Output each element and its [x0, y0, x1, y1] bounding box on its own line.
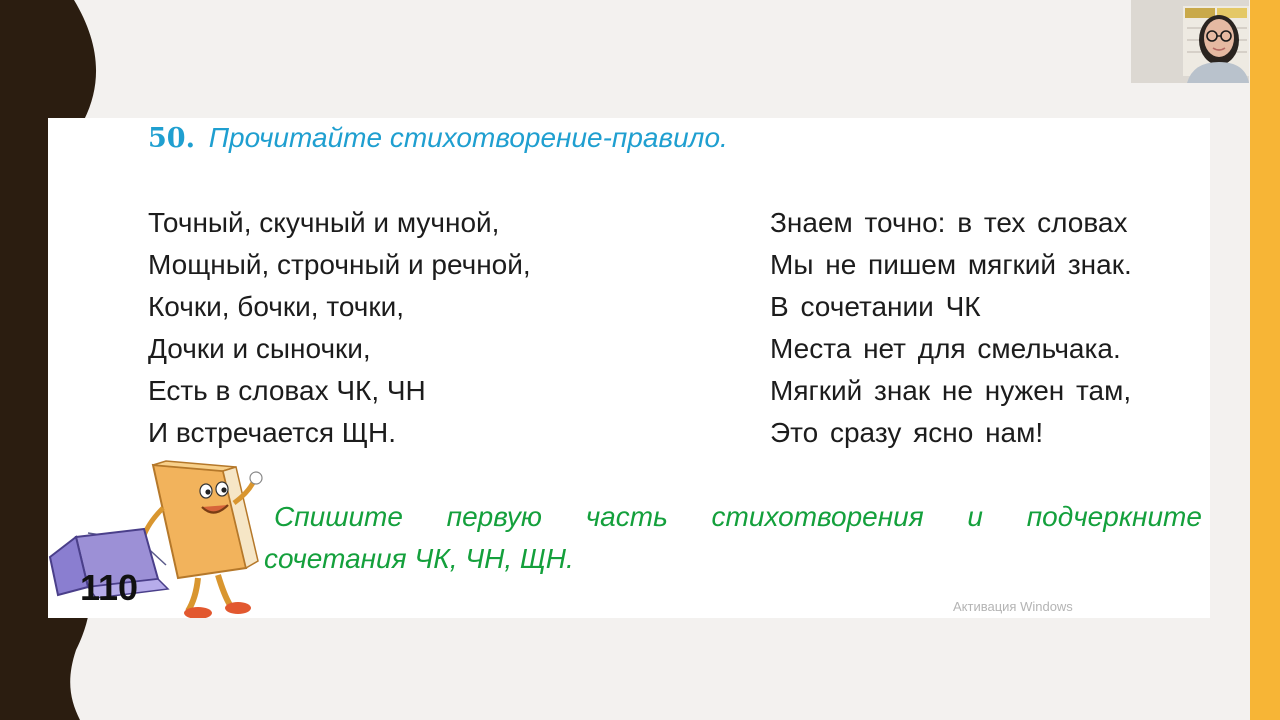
poem-line: Кочки, бочки, точки,	[148, 291, 405, 322]
poem-line: В сочетании ЧК	[770, 291, 981, 322]
task-word: и	[967, 501, 983, 532]
task-line-1	[264, 496, 1202, 538]
right-decorative-strip	[1250, 0, 1280, 720]
exercise-instruction: Прочитайте стихотворение-правило.	[208, 122, 728, 153]
exercise-heading	[148, 122, 728, 154]
poem-right-column	[770, 202, 1132, 454]
poem-line: Точный, скучный и мучной,	[148, 207, 500, 238]
task-instruction	[264, 496, 1202, 580]
poem-line: Мягкий знак не нужен там,	[770, 375, 1132, 406]
exercise-number: 50.	[148, 123, 195, 154]
webcam-overlay	[1131, 0, 1249, 83]
page-number: 110	[80, 567, 139, 608]
poem-line: Знаем точно: в тех словах	[770, 207, 1128, 238]
poem-line: Мы не пишем мягкий знак.	[770, 249, 1132, 280]
task-word: Спишите	[274, 501, 403, 532]
task-line-2: сочетания ЧК, ЧН, ЩН.	[264, 543, 574, 574]
poem-line: Места нет для смельчака.	[770, 333, 1121, 364]
poem-line: Мощный, строчный и речной,	[148, 249, 531, 280]
poem-left-column	[148, 202, 531, 454]
poem-line: Дочки и сыночки,	[148, 333, 371, 364]
task-word: стихотворения	[711, 501, 924, 532]
windows-activation-watermark: Активация Windows	[953, 599, 1073, 614]
poem-line: Это сразу ясно нам!	[770, 417, 1044, 448]
textbook-slide	[48, 118, 1210, 618]
task-word: подчеркните	[1026, 501, 1202, 532]
poem-line: И встречается ЩН.	[148, 417, 397, 448]
task-word: первую	[446, 501, 542, 532]
task-word: часть	[585, 501, 668, 532]
poem-line: Есть в словах ЧК, ЧН	[148, 375, 426, 406]
